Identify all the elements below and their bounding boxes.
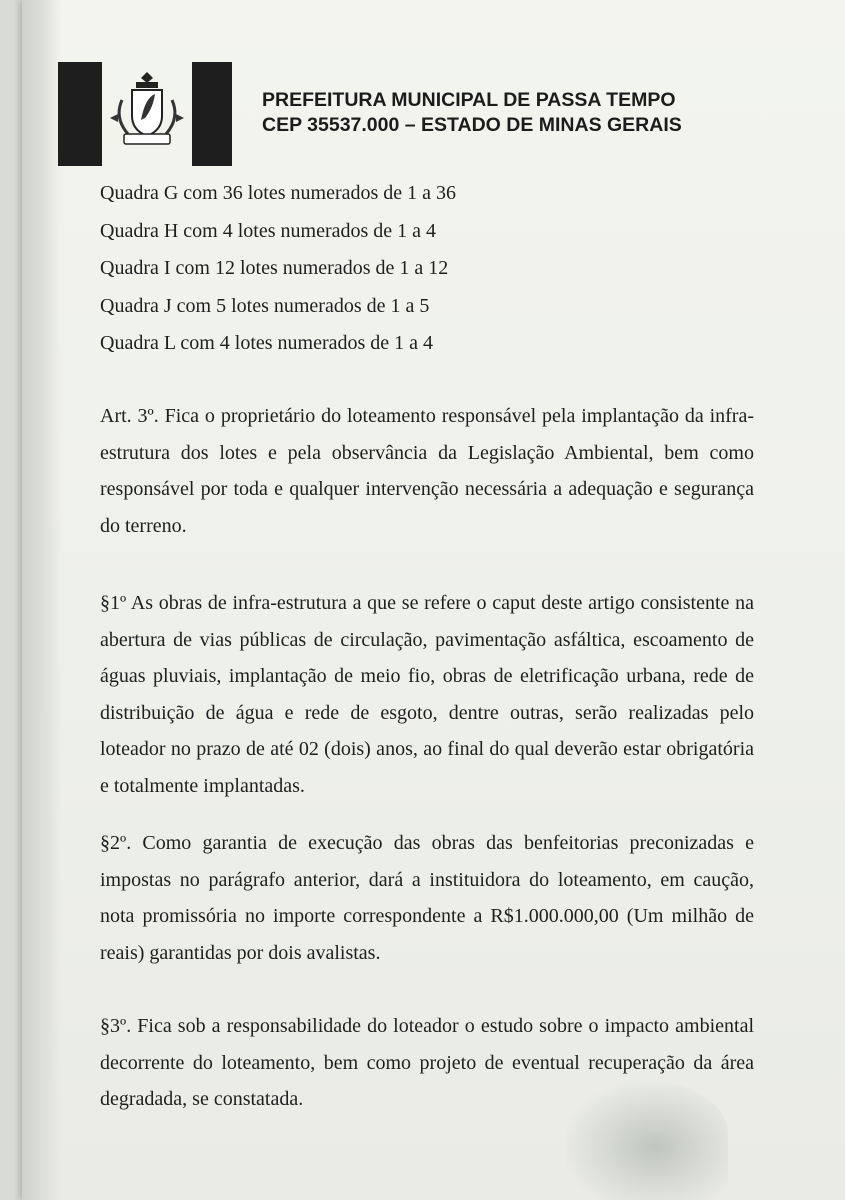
header-bar-right [192, 62, 232, 166]
letterhead-title: PREFEITURA MUNICIPAL DE PASSA TEMPO [262, 89, 676, 111]
stain-mark [566, 1082, 728, 1200]
list-item: Quadra L com 4 lotes numerados de 1 a 4 [100, 332, 434, 354]
paragraph-2: §2º. Como garantia de execução das obras das benfeitorias preconizadas e impostas no parágrafo anterior, dará a instituidora do loteamento, em caução, nota promissória no importe correspondente a R$1.000.000,00 (Um milhão de reais) garantidas por dois avalistas. [100, 832, 754, 964]
municipal-coat-of-arms-icon [106, 70, 188, 148]
article-3: Art. 3º. Fica o proprietário do loteamento responsável pela implantação da infra-estrutura dos lotes e pela observância da Legislação Ambiental, bem como responsável por toda e qualquer intervenção necessária a adequação e segurança do terreno. [100, 405, 754, 537]
list-item: Quadra H com 4 lotes numerados de 1 a 4 [100, 219, 437, 242]
paragraph-1: §1º As obras de infra-estrutura a que se refere o caput deste artigo consistente na abertura de vias públicas de circulação, pavimentação asfáltica, escoamento de águas pluviais, implantação de meio fio, obras de eletrificação urbana, rede de distribuição de água e rede de esgoto, dentre outras, serão realizadas pelo loteador no prazo de até 02 (dois) anos, ao final do qual deverão estar obrigatória e totalmente implantadas. [100, 592, 754, 797]
header-bar-left [58, 62, 102, 166]
lot-list [100, 175, 456, 363]
letterhead [262, 88, 682, 138]
letterhead-address: CEP 35537.000 – ESTADO DE MINAS GERAIS [262, 114, 682, 136]
list-item: Quadra I com 12 lotes numerados de 1 a 12 [100, 257, 449, 279]
list-item: Quadra J com 5 lotes numerados de 1 a 5 [100, 294, 430, 317]
list-item: Quadra G com 36 lotes numerados de 1 a 36 [100, 182, 457, 204]
paragraph-3: §3º. Fica sob a responsabilidade do loteador o estudo sobre o impacto ambiental decorrente do loteamento, bem como projeto de eventual recuperação da área degradada, se constatada. [100, 1015, 754, 1110]
page-fold-shadow [22, 0, 62, 1200]
